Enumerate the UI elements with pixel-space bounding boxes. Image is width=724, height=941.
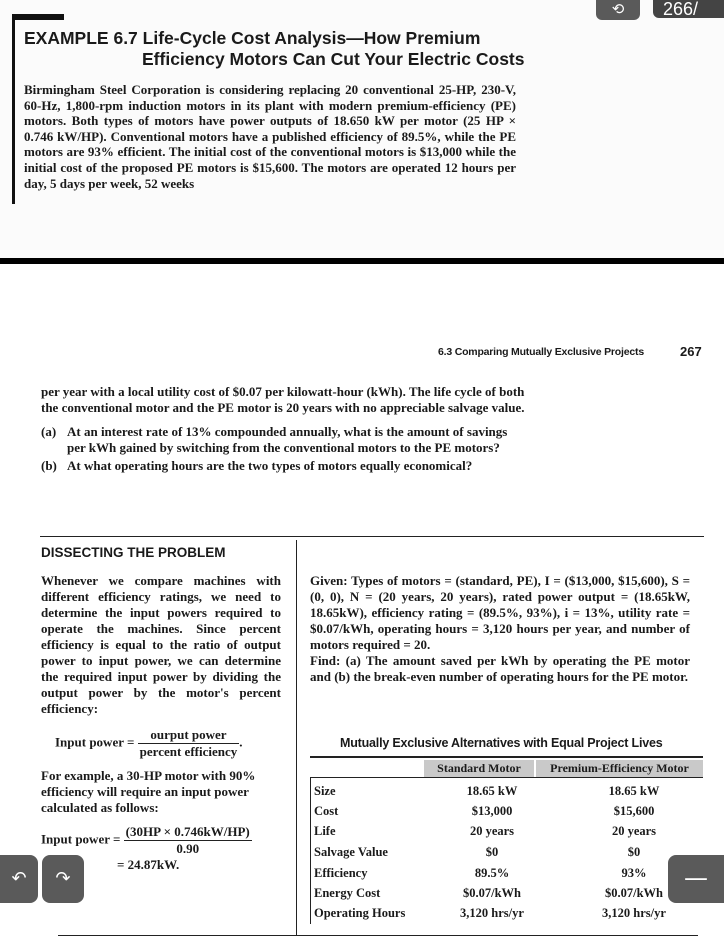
table-title: Mutually Exclusive Alternatives with Equal Project Lives <box>340 736 663 750</box>
table-row <box>314 906 704 926</box>
formula-fraction <box>138 727 243 760</box>
find-paragraph <box>310 653 690 685</box>
refresh-button[interactable] <box>596 0 640 20</box>
question-text: per kWh gained by switching from the conventional motors to the PE motors? <box>67 440 500 455</box>
standard-value: 3,120 hrs/yr <box>460 906 524 920</box>
standard-value: 18.65 kW <box>466 784 518 798</box>
example-marker-rule <box>12 14 15 204</box>
question-label: (a) <box>41 424 57 439</box>
formula-example <box>41 824 281 857</box>
question-text: At what operating hours are the two types of motors equally economical? <box>67 458 473 473</box>
section-rule <box>40 536 704 537</box>
undo-button[interactable] <box>0 855 38 903</box>
table-row <box>314 804 704 824</box>
example-title-line2: Efficiency Motors Can Cut Your Electric Costs <box>142 49 525 69</box>
example-paragraph: For example, a 30-HP motor with 90% efficiency will require an input power calculated as follows: <box>41 768 256 815</box>
formula-denominator: percent efficiency <box>139 744 238 759</box>
premium-value: 20 years <box>611 824 657 838</box>
table-row <box>314 824 704 844</box>
premium-value: $0.07/kWh <box>604 886 663 900</box>
find-label: Find: <box>310 653 341 668</box>
table-left-rule <box>310 778 311 924</box>
table-row <box>314 784 704 804</box>
header-standard: Standard Motor <box>424 760 534 777</box>
page-indicator: 266/ <box>653 0 724 18</box>
dissect-heading: DISSECTING THE PROBLEM <box>41 545 226 560</box>
left-paragraph: Whenever we compare machines with different efficiency ratings, we need to determine the input powers required to operate the machines. Since percent efficiency is equal to the ratio of output power to input power, we can determine the required input power by dividing the output power by the motor's percent efficiency: <box>41 573 281 716</box>
formula-fraction <box>124 824 252 857</box>
page-number: 267 <box>680 344 702 359</box>
page-divider <box>0 258 724 264</box>
formula-result: = 24.87kW. <box>117 857 180 872</box>
row-label: Size <box>314 784 336 798</box>
given-label: Given: <box>310 573 348 588</box>
minimize-button[interactable] <box>668 855 724 903</box>
question-b <box>41 458 533 474</box>
standard-value: $13,000 <box>471 804 513 818</box>
running-head: 6.3 Comparing Mutually Exclusive Projects <box>438 346 644 358</box>
formula-numerator: (30HP × 0.746kW/HP) <box>125 824 250 839</box>
refresh-icon: ⟲ <box>611 0 625 18</box>
redo-icon: ↷ <box>55 868 71 889</box>
minus-icon: — <box>684 864 708 892</box>
table-row <box>314 866 704 886</box>
row-label: Salvage Value <box>314 845 388 859</box>
formula-tail: . <box>239 734 243 750</box>
row-label: Energy Cost <box>314 886 381 900</box>
continuation-paragraph: per year with a local utility cost of $0.07 per kilowatt-hour (kWh). The life cycle of both the conventional motor and the PE motor is 20 years with no appreciable salvage value. <box>41 384 525 415</box>
undo-icon: ↶ <box>11 868 27 889</box>
question-text: At an interest rate of 13% compounded annually, what is the amount of savings <box>67 424 508 439</box>
bottom-rule <box>58 935 698 936</box>
example-title <box>24 28 525 70</box>
left-column <box>41 573 281 873</box>
formula-input-power <box>55 727 281 760</box>
table-header-rule <box>310 777 703 778</box>
redo-button[interactable] <box>42 855 84 903</box>
continuation-text <box>41 384 533 474</box>
row-label: Life <box>314 824 336 838</box>
row-label: Operating Hours <box>314 906 406 920</box>
example-title-line1: EXAMPLE 6.7 Life-Cycle Cost Analysis—How Premium <box>24 28 481 48</box>
standard-value: 20 years <box>469 824 515 838</box>
formula-lhs: Input power = <box>55 734 135 750</box>
premium-value: 93% <box>621 866 647 880</box>
table-row <box>314 886 704 906</box>
row-label: Efficiency <box>314 866 368 880</box>
column-divider <box>296 540 297 935</box>
premium-value: $15,600 <box>613 804 655 818</box>
formula-lhs: Input power = <box>41 831 121 847</box>
formula-denominator: 0.90 <box>176 841 200 856</box>
right-column <box>310 573 690 685</box>
example-body-text: Birmingham Steel Corporation is considering replacing 20 conventional 25-HP, 230-V, 60-Hz, 1,800-rpm induction motors in its plant with modern premium-efficiency (PE) motors. Both types of motors have power outputs of 18.650 kW per motor (25 HP × 0.746 kW/HP). Conventional motors have a published efficiency of 89.5%, while the PE motors are 93% efficient. The initial cost of the conventional motors is $13,000 while the initial cost of the proposed PE motors is $15,600. The motors are operated 12 hours per day, 5 days per week, 52 weeks <box>24 82 516 191</box>
question-a <box>41 424 533 456</box>
row-label: Cost <box>314 804 339 818</box>
question-label: (b) <box>41 458 57 473</box>
premium-value: 3,120 hrs/yr <box>602 906 666 920</box>
header-premium: Premium-Efficiency Motor <box>536 760 703 777</box>
find-text: (a) The amount saved per kWh by operating the PE motor and (b) the break-even number of operating hours for the PE motor. <box>310 653 691 684</box>
standard-value: $0 <box>485 845 499 859</box>
premium-value: 18.65 kW <box>608 784 660 798</box>
example-marker-bar <box>12 14 64 20</box>
formula-numerator: ourput power <box>138 727 240 744</box>
given-text: Types of motors = (standard, PE), I = ($13,000, $15,600), S = (0, 0), N = (20 years, 20 years), rated power output = (18.65kW, 18.65kW), efficiency rating = (89.5%, 93%), i = 13%, utility rate = $0.07/kWh, operating hours = 3,120 hours per year, and number of motors required = 20. <box>310 573 690 652</box>
premium-value: $0 <box>627 845 641 859</box>
given-paragraph <box>310 573 690 653</box>
standard-value: 89.5% <box>474 866 510 880</box>
table-header <box>310 760 703 777</box>
standard-value: $0.07/kWh <box>462 886 521 900</box>
table-row <box>314 845 704 865</box>
